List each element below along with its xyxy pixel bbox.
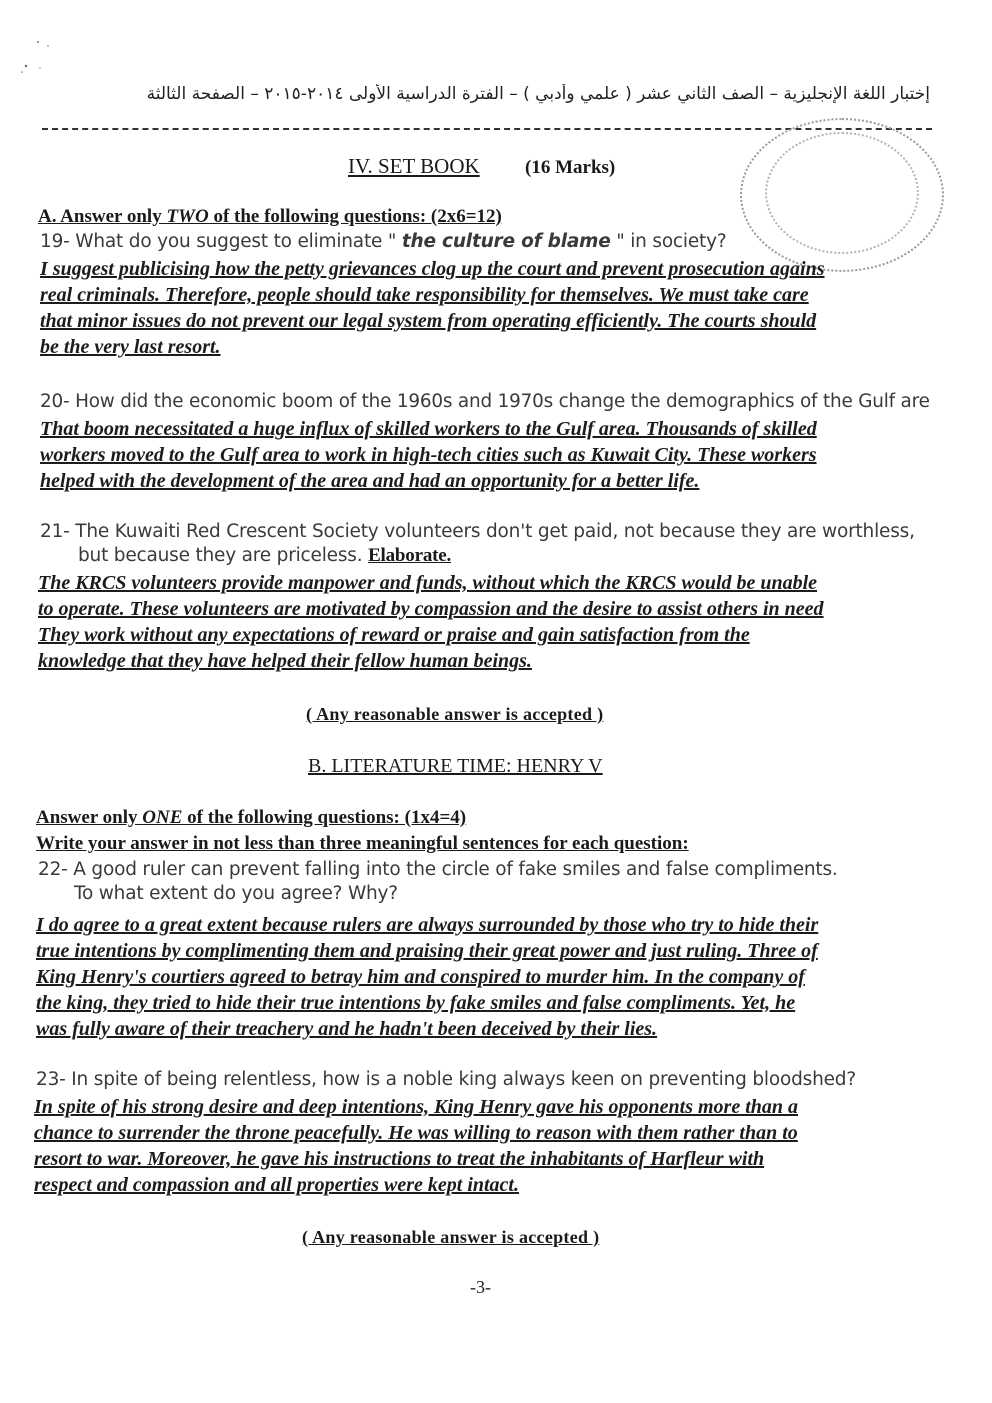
answer-19-line-4: be the very last resort. — [40, 336, 221, 358]
arabic-header: إختبار اللغة الإنجليزية – الصف الثاني عشر ( علمي وأدبي ) – الفترة الدراسية الأولى ٢٠١٤-٢٠١٥ – الصفحة الثالثة — [146, 84, 930, 104]
answer-19-line-2: real criminals. Therefore, people should take responsibility for themselves. We must take care — [40, 284, 809, 306]
answer-19-line-3: that minor issues do not prevent our legal system from operating efficiently. The courts should — [40, 310, 817, 332]
section-marks: (16 Marks) — [525, 157, 616, 178]
page-number: -3- — [470, 1277, 491, 1297]
part-a-instruction: A. Answer only TWO of the following questions: (2x6=12) — [38, 206, 502, 227]
answer-22-line-1: I do agree to a great extent because rulers are always surrounded by those who try to hide their — [36, 914, 819, 936]
question-21-line-1: 21- The Kuwaiti Red Crescent Society volunteers don't get paid, not because they are worthless, — [40, 521, 915, 542]
answer-21-line-1: The KRCS volunteers provide manpower and funds, without which the KRCS would be unable — [38, 572, 818, 594]
answer-21-line-4: knowledge that they have helped their fellow human beings. — [38, 650, 532, 672]
answer-23-line-1: In spite of his strong desire and deep intentions, King Henry gave his opponents more than a — [34, 1096, 798, 1118]
answer-20-line-3: helped with the development of the area and had an opportunity for a better life. — [40, 470, 700, 492]
answer-21-line-3: They work without any expectations of reward or praise and gain satisfaction from the — [38, 624, 750, 646]
answer-20-line-1: That boom necessitated a huge influx of skilled workers to the Gulf area. Thousands of skilled — [40, 418, 817, 440]
answer-22-line-3: King Henry's courtiers agreed to betray him and conspired to murder him. In the company of — [36, 966, 805, 988]
section-title: IV. SET BOOK — [348, 154, 480, 178]
question-20: 20- How did the economic boom of the 1960s and 1970s change the demographics of the Gulf are — [40, 391, 930, 412]
part-b-note: ( Any reasonable answer is accepted ) — [302, 1227, 600, 1247]
scan-specks — [18, 38, 58, 78]
question-23: 23- In spite of being relentless, how is a noble king always keen on preventing bloodshed? — [36, 1069, 856, 1090]
answer-23-line-3: resort to war. Moreover, he gave his instructions to treat the inhabitants of Harfleur with — [34, 1148, 765, 1170]
question-21-line-2: but because they are priceless. Elaborate. — [78, 545, 452, 566]
question-22-line-2: To what extent do you agree? Why? — [74, 883, 398, 904]
answer-21-line-2: to operate. These volunteers are motivated by compassion and the desire to assist others in need — [38, 598, 824, 620]
answer-23-line-4: respect and compassion and all properties were kept intact. — [34, 1174, 519, 1196]
part-b-instruction: Answer only ONE of the following questions: (1x4=4) — [36, 807, 467, 828]
part-b-title: B. LITERATURE TIME: HENRY V — [308, 755, 603, 777]
answer-23-line-2: chance to surrender the throne peacefully. He was willing to reason with them rather than to — [34, 1122, 798, 1144]
answer-22-line-4: the king, they tried to hide their true intentions by fake smiles and false compliments. Yet, he — [36, 992, 796, 1014]
school-stamp-inner-ring — [765, 132, 919, 254]
part-a-note: ( Any reasonable answer is accepted ) — [306, 704, 604, 724]
answer-22-line-2: true intentions by complimenting them and praising their great power and just ruling. Three of — [36, 940, 818, 962]
part-b-instruction-2: Write your answer in not less than three meaningful sentences for each question: — [36, 833, 689, 854]
answer-19-line-1: I suggest publicising how the petty grievances clog up the court and prevent prosecution agains — [40, 258, 825, 280]
question-19: 19- What do you suggest to eliminate " the culture of blame " in society? — [40, 231, 727, 252]
answer-22-line-5: was fully aware of their treachery and he hadn't been deceived by their lies. — [36, 1018, 658, 1040]
question-22-line-1: 22- A good ruler can prevent falling into the circle of fake smiles and false compliments. — [38, 859, 838, 880]
answer-20-line-2: workers moved to the Gulf area to work in high-tech cities such as Kuwait City. These workers — [40, 444, 817, 466]
